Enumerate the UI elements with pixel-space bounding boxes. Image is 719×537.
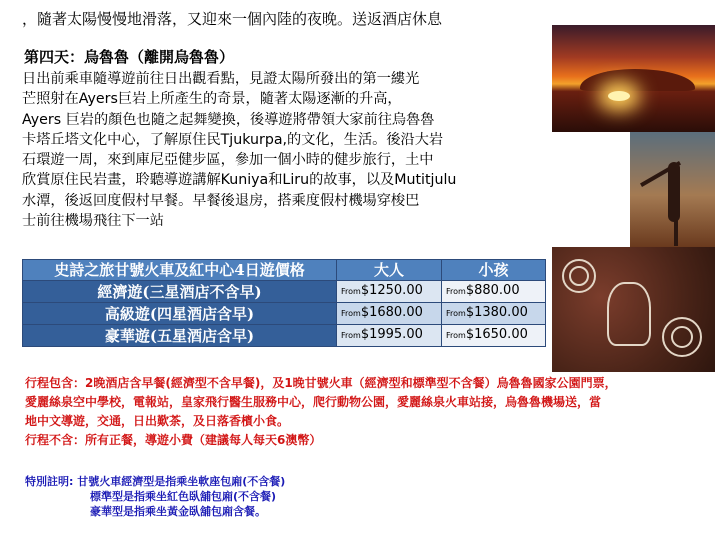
rock-art-spiral — [569, 266, 589, 286]
adult-price: From$1250.00 — [337, 281, 442, 303]
package-name: 高級遊(四星酒店含早) — [23, 303, 337, 325]
notes-label: 特別註明: — [25, 475, 74, 488]
day4-line: 士前往機場飛往下一站 — [22, 213, 164, 230]
notes-line-3: 豪華型是指乘坐黃金臥舖包廂含餐。 — [90, 505, 266, 518]
day4-line: 日出前乘車隨導遊前往日出觀看點，見證太陽所發出的第一縷光 — [22, 71, 420, 87]
rock-art-photo — [552, 247, 715, 372]
notes-line-1: 特別註明: 甘號火車經濟型是指乘坐軟座包廂(不含餐) — [25, 475, 286, 488]
adult-price: From$1995.00 — [337, 325, 442, 347]
dancer-body — [668, 162, 680, 222]
excludes-line: 行程不含：所有正餐，導遊小費（建議每人每天6澳幣） — [25, 433, 322, 447]
price-table-title: 史詩之旅甘號火車及紅中心4日遊價格 — [23, 260, 337, 281]
child-price: From$1650.00 — [442, 325, 546, 347]
table-row — [23, 281, 546, 303]
aboriginal-dancer-photo — [630, 132, 715, 247]
child-price: From$1380.00 — [442, 303, 546, 325]
uluru-sunset-photo — [552, 25, 715, 132]
table-row — [23, 303, 546, 325]
rock-art-figure — [607, 282, 651, 346]
includes-line: 地中文導遊，交通，日出歎茶，及日落香檳小食。 — [25, 414, 290, 428]
tour-includes — [25, 374, 715, 450]
dancer-leg — [674, 218, 678, 246]
ayers-rock-silhouette — [580, 69, 695, 91]
package-name: 豪華遊(五星酒店含早) — [23, 325, 337, 347]
notes-line-2: 標準型是指乘坐紅色臥舖包廂(不含餐) — [90, 490, 277, 503]
day4-line: 石環遊一周，來到庫尼亞健步區，參加一個小時的健步旅行，土中 — [22, 152, 434, 169]
sun — [608, 91, 630, 101]
price-table-header — [23, 260, 546, 281]
special-notes — [25, 474, 525, 519]
day4-line: 芒照射在Ayers巨岩上所產生的奇景，隨著太陽逐漸的升高， — [22, 91, 402, 108]
package-name: 經濟遊(三星酒店不含早) — [23, 281, 337, 303]
adult-header: 大人 — [337, 260, 442, 281]
day4-line: 卡塔丘塔文化中心，了解原住民Tjukurpa,的文化，生活。後沿大岩 — [22, 131, 444, 148]
child-header: 小孩 — [442, 260, 546, 281]
includes-line: 行程包含：2晚酒店含早餐(經濟型不含早餐)，及1晚甘號火車（經濟型和標準型不含餐）烏魯魯國家公園門票， — [25, 376, 617, 390]
intro-line: ，隨著太陽慢慢地滑落，又迎來一個內陸的夜晚。送返酒店休息 — [22, 10, 443, 28]
table-row — [23, 325, 546, 347]
rock-art-spiral — [671, 326, 693, 348]
includes-line: 愛麗絲泉空中學校，電報站，皇家飛行醫生服務中心，爬行動物公園，愛麗絲泉火車站接，烏魯魯機場送，當 — [25, 395, 602, 409]
child-price: From$880.00 — [442, 281, 546, 303]
adult-price: From$1680.00 — [337, 303, 442, 325]
day4-line: 欣賞原住民岩畫，聆聽導遊講解Kuniya和Liru的故事，以及Mutitjulu — [22, 172, 457, 189]
price-table — [22, 259, 546, 347]
day4-line: Ayers 巨岩的顏色也隨之起舞變換，後導遊將帶領大家前往烏魯魯 — [22, 111, 435, 128]
day4-description — [22, 69, 552, 231]
day4-title: 第四天：烏魯魯（離開烏魯魯） — [24, 48, 235, 66]
day4-line: 水潭，後返回度假村早餐。早餐後退房，搭乘度假村機場穿梭巴 — [22, 192, 420, 209]
